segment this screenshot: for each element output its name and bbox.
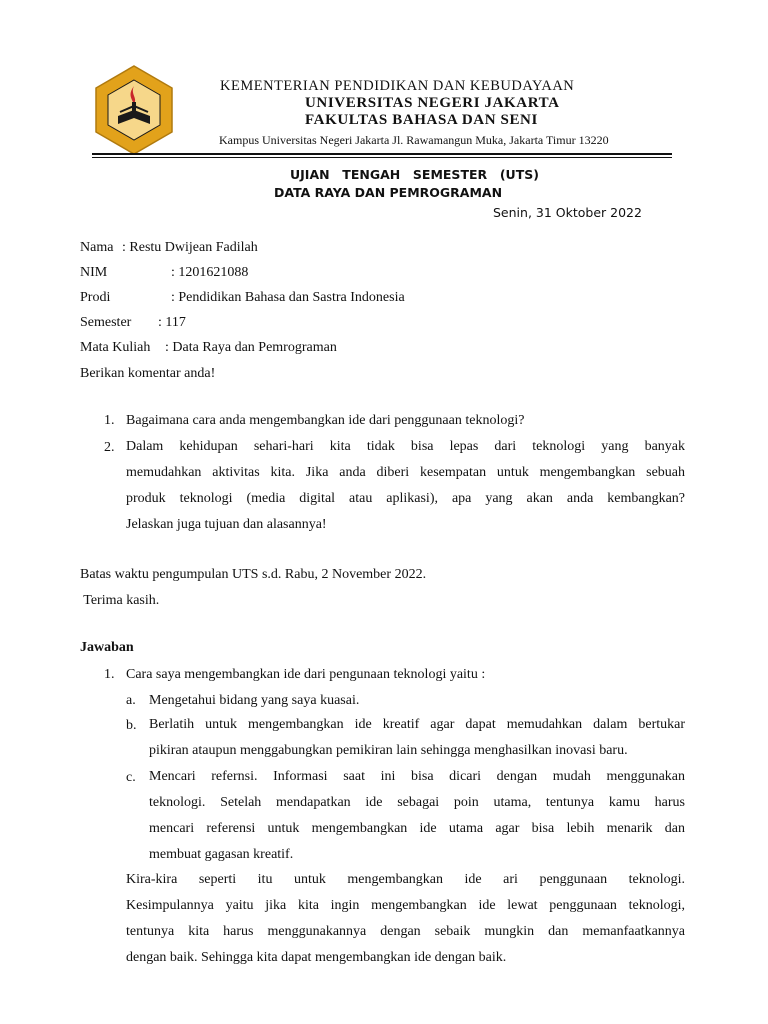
identity-label: Semester: [80, 315, 132, 330]
university-seal-logo: [88, 64, 180, 156]
faculty-name: FAKULTAS BAHASA DAN SENI: [305, 112, 538, 128]
identity-label: NIM: [80, 265, 108, 280]
question-number: 2.: [104, 440, 115, 455]
campus-address: Kampus Universitas Negeri Jakarta Jl. Rawamangun Muka, Jakarta Timur 13220: [219, 133, 609, 147]
answer-item-line: mencari referensi untuk mengembangkan ide utama agar bisa lebih menarik dan: [149, 821, 685, 836]
identity-value: : 117: [158, 315, 186, 330]
university-name: UNIVERSITAS NEGERI JAKARTA: [305, 95, 560, 111]
answer-item-line: pikiran ataupun menggabungkan pemikiran lain sehingga menghasilkan inovasi baru.: [149, 743, 628, 758]
thanks-text: Terima kasih.: [80, 593, 160, 608]
conclusion-line: dengan baik. Sehingga kita dapat mengembangkan ide dengan baik.: [126, 950, 507, 965]
question-number: 1.: [104, 413, 115, 428]
identity-value: : Restu Dwijean Fadilah: [122, 240, 258, 255]
letterhead-rule-thick: [92, 153, 672, 155]
question-2-line: memudahkan aktivitas kita. Jika anda diberi kesempatan untuk mengembangkan sebuah: [126, 465, 685, 480]
exam-title: UJIAN TENGAH SEMESTER (UTS): [290, 167, 539, 182]
instruction-text: Berikan komentar anda!: [80, 366, 216, 381]
question-2-line: Jelaskan juga tujuan dan alasannya!: [126, 517, 327, 532]
exam-course: DATA RAYA DAN PEMROGRAMAN: [274, 185, 503, 200]
answer-item-line: Berlatih untuk mengembangkan ide kreatif agar dapat memudahkan dalam bertukar: [149, 717, 685, 732]
answer-heading: Jawaban: [80, 640, 134, 655]
letterhead-rule-thin: [92, 157, 672, 158]
conclusion-line: Kira-kira seperti itu untuk mengembangkan ide ari penggunaan teknologi.: [126, 872, 685, 887]
deadline-text: Batas waktu pengumpulan UTS s.d. Rabu, 2 November 2022.: [80, 567, 427, 582]
answer-item-line: teknologi. Setelah mendapatkan ide sebagai poin utama, tentunya kamu harus: [149, 795, 685, 810]
answer-item-text: [149, 764, 685, 868]
identity-value: : Data Raya dan Pemrograman: [165, 340, 337, 355]
answer-conclusion: [126, 867, 685, 971]
conclusion-line: Kesimpulannya yaitu jika kita ingin mengembangkan ide lewat penggunaan teknologi,: [126, 898, 685, 913]
question-2-text: [126, 434, 685, 538]
answer-item-letter: a.: [126, 693, 136, 708]
answer-number: 1.: [104, 667, 115, 682]
ministry-name: KEMENTERIAN PENDIDIKAN DAN KEBUDAYAAN: [220, 78, 575, 94]
identity-value: : 1201621088: [171, 265, 249, 280]
exam-date: Senin, 31 Oktober 2022: [493, 205, 642, 220]
identity-value: : Pendidikan Bahasa dan Sastra Indonesia: [171, 290, 405, 305]
answer-item-letter: b.: [126, 718, 137, 733]
answer-item-text: [149, 712, 685, 764]
answer-1-intro: Cara saya mengembangkan ide dari pengunaan teknologi yaitu :: [126, 667, 486, 682]
identity-label: Prodi: [80, 290, 111, 305]
conclusion-line: tentunya kita harus menggunakannya dengan sebaik mungkin dan memanfaatkannya: [126, 924, 685, 939]
answer-item-line: membuat gagasan kreatif.: [149, 847, 294, 862]
answer-item-text: Mengetahui bidang yang saya kuasai.: [149, 693, 360, 708]
question-1-text: Bagaimana cara anda mengembangkan ide dari penggunaan teknologi?: [126, 413, 525, 428]
identity-label: Mata Kuliah: [80, 340, 151, 355]
question-2-line: produk teknologi (media digital atau aplikasi), apa yang akan anda kembangkan?: [126, 491, 685, 506]
identity-label: Nama: [80, 240, 114, 255]
question-2-line: Dalam kehidupan sehari-hari kita tidak bisa lepas dari teknologi yang banyak: [126, 439, 685, 454]
answer-item-letter: c.: [126, 770, 136, 785]
answer-item-line: Mencari refernsi. Informasi saat ini bisa dicari dengan mudah menggunakan: [149, 769, 685, 784]
